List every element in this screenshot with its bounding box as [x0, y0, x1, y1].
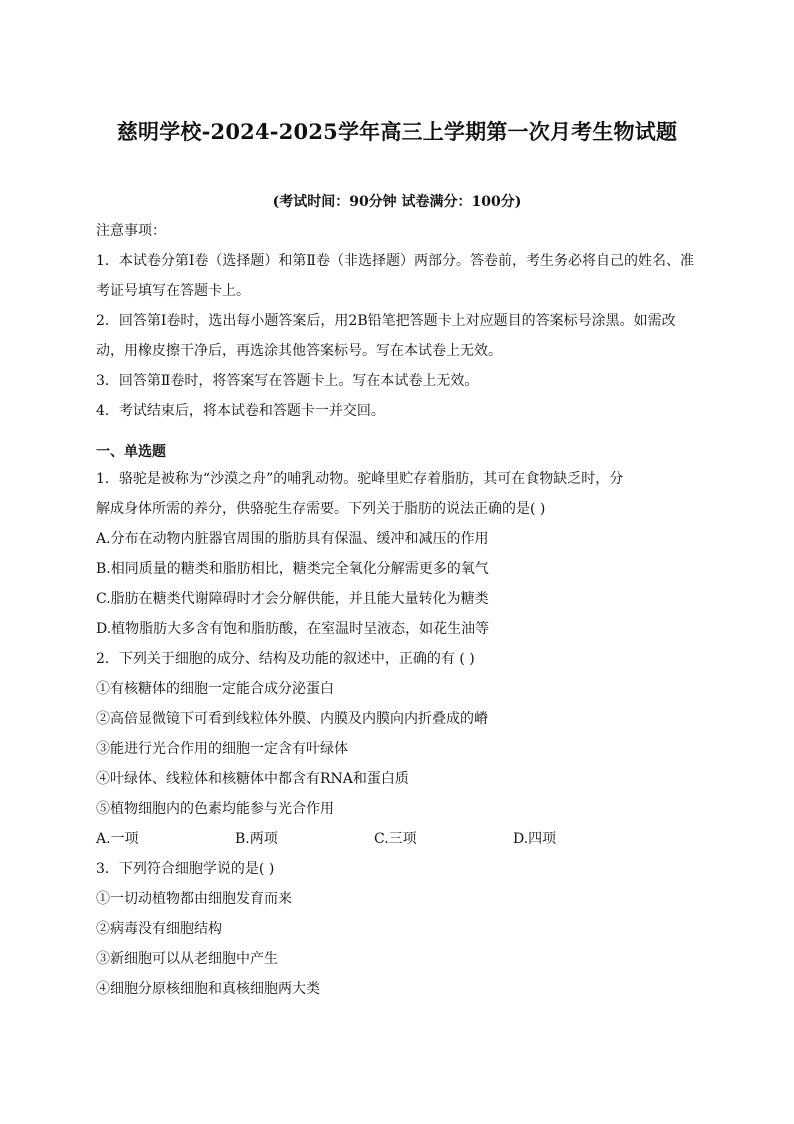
exam-content	[96, 216, 696, 1004]
note-item: 1．本试卷分第Ⅰ卷（选择题）和第Ⅱ卷（非选择题）两部分。答卷前，考生务必将自己的姓名、准考证号填写在答题卡上。	[96, 253, 694, 299]
question-3	[96, 854, 696, 1004]
statement-item: ②病毒没有细胞结构	[96, 921, 222, 937]
answer-option: C.三项	[374, 831, 417, 847]
question-stem-line: 解成身体所需的养分，供骆驼生存需要。下列关于脂肪的说法正确的是( )	[96, 501, 546, 517]
note-item: 3．回答第Ⅱ卷时，将答案写在答题卡上。写在本试卷上无效。	[96, 373, 479, 389]
statement-item: ⑤植物细胞内的色素均能参与光合作用	[96, 801, 334, 817]
statement-item: ①有核糖体的细胞一定能合成分泌蛋白	[96, 681, 334, 697]
notes-heading: 注意事项：	[96, 223, 166, 239]
question-stem-line: 2．下列关于细胞的成分、结构及功能的叙述中，正确的有 ( )	[96, 651, 475, 667]
answer-option: D.植物脂肪大多含有饱和脂肪酸，在室温时呈液态，如花生油等	[96, 621, 490, 637]
answer-option: A.一项	[96, 831, 139, 847]
note-item: 2．回答第Ⅰ卷时，选出每小题答案后，用2B铅笔把答题卡上对应题目的答案标号涂黑。如需改动，用橡皮擦干净后，再选涂其他答案标号。写在本试卷上无效。	[96, 313, 676, 359]
answer-option: B.两项	[235, 831, 278, 847]
statement-item: ④细胞分原核细胞和真核细胞两大类	[96, 981, 320, 997]
statement-item: ①一切动植物都由细胞发育而来	[96, 891, 292, 907]
answer-options-row	[96, 824, 696, 854]
exam-time-and-score: (考试时间：90分钟 试卷满分：100分)	[272, 194, 522, 210]
question-stem-line: 1．骆驼是被称为“沙漠之舟”的哺乳动物。驼峰里贮存着脂肪，其可在食物缺乏时，分	[96, 471, 624, 487]
statement-item: ③能进行光合作用的细胞一定含有叶绿体	[96, 741, 348, 757]
statement-item: ②高倍显微镜下可看到线粒体外膜、内膜及内膜向内折叠成的嵴	[96, 711, 488, 727]
answer-option: C.脂肪在糖类代谢障碍时才会分解供能，并且能大量转化为糖类	[96, 591, 489, 607]
statement-item: ④叶绿体、线粒体和核糖体中都含有RNA和蛋白质	[96, 771, 409, 787]
answer-option: D.四项	[513, 831, 557, 847]
answer-option: A.分布在动物内脏器官周围的脂肪具有保温、缓冲和减压的作用	[96, 531, 489, 547]
statement-item: ③新细胞可以从老细胞中产生	[96, 951, 278, 967]
note-item: 4．考试结束后，将本试卷和答题卡一并交回。	[96, 403, 385, 419]
question-stem-line: 3．下列符合细胞学说的是( )	[96, 861, 275, 877]
question-2	[96, 644, 696, 854]
question-1	[96, 464, 696, 644]
answer-option: B.相同质量的糖类和脂肪相比，糖类完全氧化分解需更多的氧气	[96, 561, 489, 577]
section-heading-single-choice: 一、单选题	[96, 444, 166, 460]
page-title: 慈明学校-2024-2025学年高三上学期第一次月考生物试题	[116, 119, 678, 144]
